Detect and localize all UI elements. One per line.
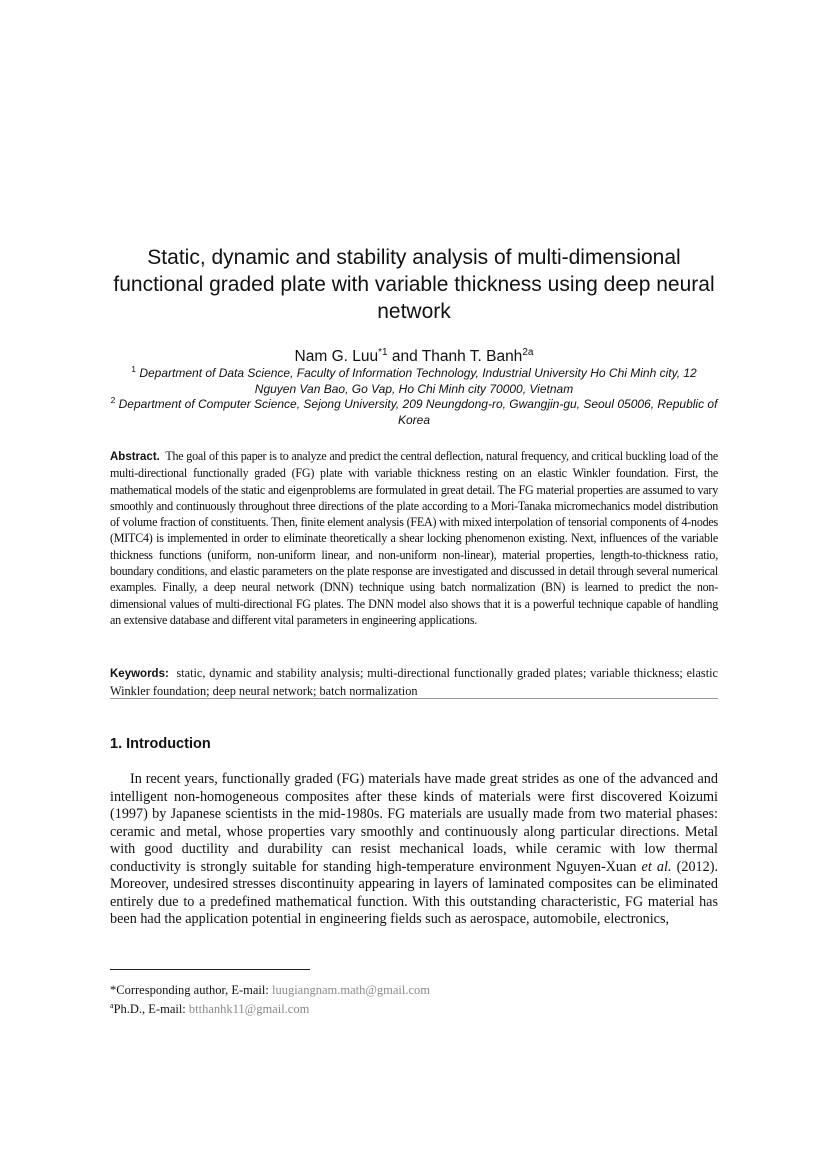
footnote-label: Corresponding author, E-mail:: [116, 983, 272, 997]
affiliation-text: Department of Data Science, Faculty of Information Technology, Industrial University Ho Chi Minh city, 12 Nguyen Van Bao, Go Vap, Ho Chi Minh city 70000, Vietnam: [139, 366, 697, 396]
footnote-label: Ph.D., E-mail:: [113, 1002, 189, 1017]
affiliation-1: [110, 362, 718, 397]
section-heading: 1. Introduction: [110, 736, 211, 752]
author-connector: and: [387, 348, 422, 366]
keywords-label: Keywords:: [110, 668, 169, 680]
author-name: Thanh T. Banh: [421, 348, 523, 366]
email-link[interactable]: luugiangnam.math@gmail.com: [271, 983, 430, 997]
affiliation-2: [110, 393, 718, 428]
email-link[interactable]: btthanhk11@gmail.com: [188, 1002, 310, 1017]
author-superscript: 2a: [522, 347, 534, 358]
divider: [110, 698, 718, 699]
footnote-1: [110, 982, 430, 998]
author-name: Nam G. Luu: [294, 348, 379, 366]
paragraph-text: In recent years, functionally graded (FG) materials have made great strides as one of the advanced and intelligent non-homogeneous composites after these kinds of materials were first discovered Koizumi (1997) by Japanese scientists in the mid-1980s. FG materials are usually made from two material phases: ceramic and metal, whose properties vary smoothly and continuously along particular directions. Metal with good ductility and durability can resist mechanical loads, while ceramic with low thermal conductivity is strongly suitable for standing high-temperature environment Nguyen-Xuan: [110, 771, 718, 875]
keywords: [110, 665, 718, 699]
affiliation-marker: 1: [131, 364, 136, 374]
footnote-marker: a: [110, 1001, 114, 1010]
abstract: [110, 448, 718, 628]
section-paragraph: [110, 771, 718, 929]
paper-title: Static, dynamic and stability analysis of multi-dimensional functional graded plate with variable thickness using deep neural network: [113, 246, 715, 323]
paragraph-text-tail: (2012). Moreover, undesired stresses discontinuity appearing in layers of laminated composites can be eliminated entirely due to a predefined mathematical function. With this outstanding characteristic, FG material has been had the application potential in engineering fields such as aerospace, automobile, electronics,: [110, 858, 718, 927]
paragraph-italic: et al.: [641, 858, 672, 875]
footnote-2: [110, 998, 309, 1017]
abstract-text: The goal of this paper is to analyze and predict the central deflection, natural frequency, and critical buckling load of the multi-directional functionally graded (FG) plate with variable thickness resting on an elastic Winkler foundation. First, the mathematical models of the static and eigenproblems are formulated in great detail. The FG material properties are assumed to vary smoothly and continuously throughout three directions of the plate according to a Mori-Tanaka micromechanics model distribution of volume fraction of constituents. Then, finite element analysis (FEA) with mixed interpolation of tensorial components of 4-nodes (MITC4) is implemented in order to eliminate theoretically a shear locking phenomenon existing. Next, influences of the variable thickness functions (uniform, non-uniform linear, and non-uniform non-linear), material properties, length-to-thickness ratio, boundary conditions, and elastic parameters on the plate response are investigated and discussed in detail through several numerical examples. Finally, a deep neural network (DNN) technique using batch normalization (BN) is learned to predict the non-dimensional values of multi-directional FG plates. The DNN model also shows that it is a powerful technique capable of handling an extensive database and different vital parameters in engineering applications.: [110, 449, 718, 627]
affiliation-marker: 2: [110, 395, 116, 405]
keywords-text: static, dynamic and stability analysis; multi-directional functionally graded plates; variable thickness; elastic Winkler foundation; deep neural network; batch normalization: [110, 666, 718, 698]
footnote-divider: [110, 969, 310, 970]
affiliation-text: Department of Computer Science, Sejong University, 209 Neungdong-ro, Gwangjin-gu, Seoul 05006, Republic of Korea: [118, 397, 718, 427]
footnote-marker: *: [110, 983, 117, 997]
abstract-label: Abstract.: [110, 451, 160, 463]
author-superscript: *1: [378, 347, 388, 358]
